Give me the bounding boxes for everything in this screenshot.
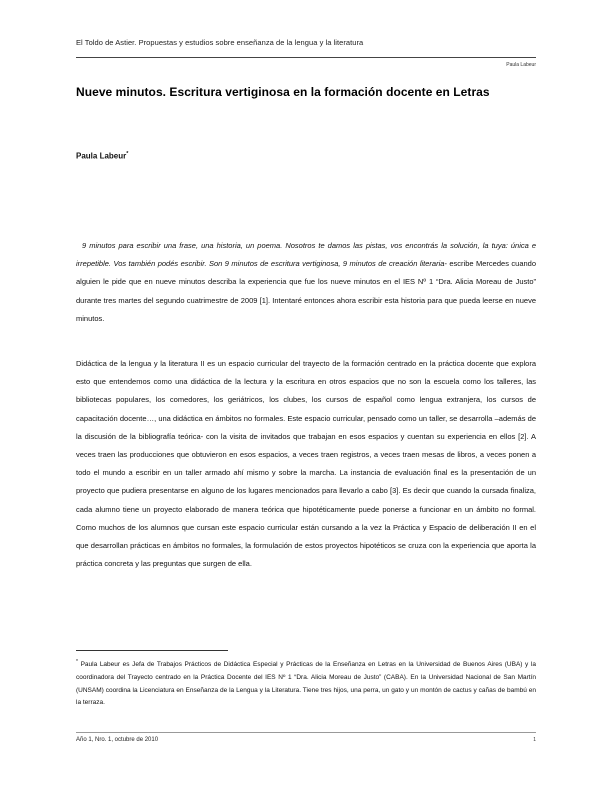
footnote-mark: * — [76, 659, 78, 665]
header-divider — [76, 57, 536, 58]
footnote-divider — [76, 650, 228, 651]
footnote — [76, 656, 536, 710]
author-name-text: Paula Labeur — [76, 151, 127, 161]
footer-issue: Año 1, Nro. 1, octubre de 2010 — [76, 737, 159, 743]
author-footnote-mark[interactable]: * — [126, 151, 129, 157]
paragraph-1-italic: 9 minutos para escribir una frase, una historia, un poema. Nosotros te damos las pistas, vos encontrás la solución, la tuya: única e irrepetible. Vos también podés escribir. Son 9 minutos de escritura vertiginosa, 9 minutos de creación literaria- — [76, 241, 536, 269]
paragraph-1-text: escribe Mercedes cuando alguien le pide que en nueve minutos describa la experiencia que fue los nueve minutos en el IES Nº 1 “Dra. Alicia Moreau de Justo” durante tres martes del segundo cuatrimestre de 2009 [1]. Intentaré entonces ahora escribir esta historia para que pueda leerse en nueve minutos. — [76, 259, 536, 323]
paragraph-2: Didáctica de la lengua y la literatura II es un espacio curricular del trayecto de la formación centrado en la práctica docente que explora esto que entendemos como una didáctica de la lectura y la escritura en otros espacios que no son la escuela como los talleres, las bibliotecas populares, los comedores, los geriátricos, los clubes, los cursos de español como lengua extranjera, los cursos de capacitación docente…, una didáctica en ámbitos no formales. Este espacio curricular, pensado como un taller, se desarrolla –además de la discusión de la bibliografía teórica- con la visita de invitados que trabajan en esos espacios y cuentan su experiencia en ellos [2]. A veces traen las producciones que obtuvieron en esos espacios, a veces traen registros, a veces traen mesas de libros, a veces ponen a todo el mundo a escribir en un taller armado ahí mismo y sobre la marcha. La instancia de evaluación final es la presentación de un proyecto que pudiera presentarse en alguno de los lugares mencionados para llevarlo a cabo [3]. Es decir que cuando la cursada finaliza, cada alumno tiene un proyecto elaborado de manera teórica que hipotéticamente puede ponerse a funcionar en un ámbito no formal. Como muchos de los alumnos que cursan este espacio curricular están cursando a la vez la Práctica y Espacio de deliberación II en el que desarrollan prácticas en ámbitos no formales, la formulación de estos proyectos hipotéticos se cruza con la experiencia que aporta la práctica concreta y las preguntas que surgen de ella. — [76, 359, 536, 569]
footer-divider — [76, 732, 536, 733]
paragraph-1 — [76, 237, 536, 328]
article-title: Nueve minutos. Escritura vertiginosa en la formación docente en Letras — [76, 85, 490, 99]
author-name — [76, 151, 128, 161]
running-header: El Toldo de Astier. Propuestas y estudios sobre enseñanza de la lengua y la literatura — [76, 38, 364, 47]
header-author: Paula Labeur — [506, 62, 536, 68]
page-number: 1 — [533, 737, 536, 743]
footnote-text: Paula Labeur es Jefa de Trabajos Prácticos de Didáctica Especial y Prácticas de la Enseñanza en Letras en la Universidad de Buenos Aires (UBA) y la coordinadora del Trayecto centrado en la Práctica Docente del IES Nº 1 “Dra. Alicia Moreau de Justo” (CABA). En la Universidad Nacional de San Martín (UNSAM) coordina la Licenciatura en Enseñanza de la Lengua y la Literatura. Tiene tres hijos, una perra, un gato y un montón de cactus y cañas de bambú en la terraza. — [76, 661, 536, 707]
